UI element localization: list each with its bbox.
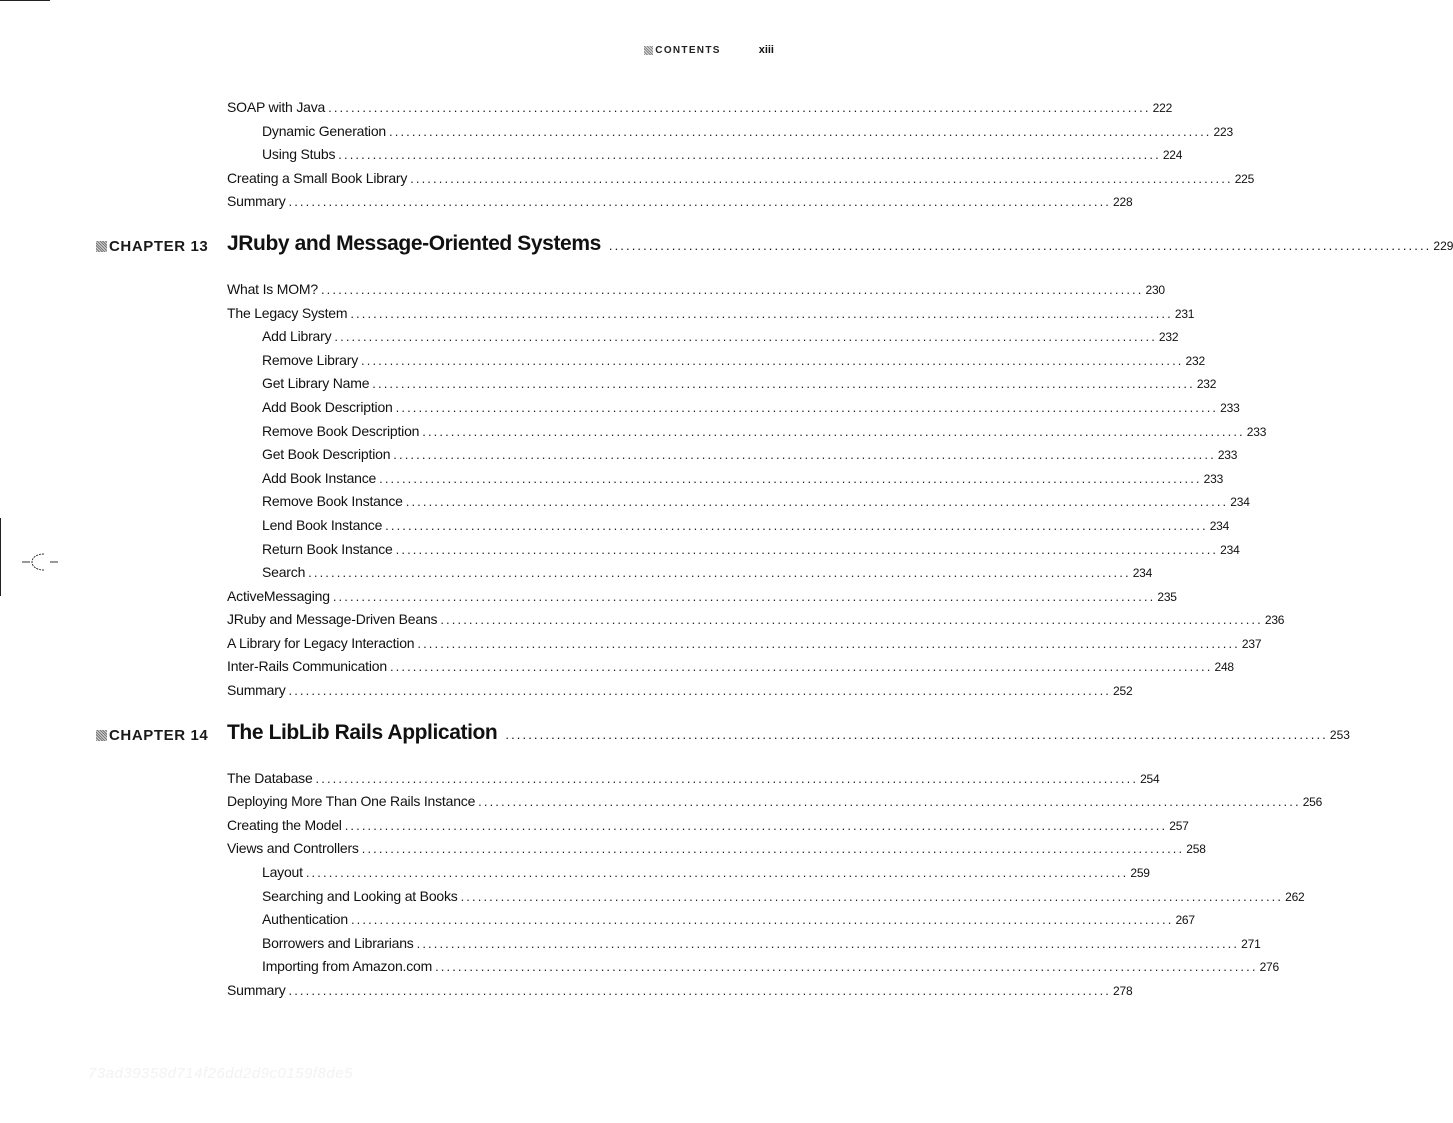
toc-entry-title: A Library for Legacy Interaction [227, 634, 415, 651]
toc-entry-title: JRuby and Message-Driven Beans [227, 611, 438, 628]
toc-entry-title: Creating a Small Book Library [227, 169, 408, 186]
toc-subentry[interactable] [262, 861, 1150, 885]
dot-leader: ................................................................................................................................................ [395, 541, 1219, 557]
crop-mark-top [0, 0, 50, 2]
toc-entry[interactable] [227, 655, 1234, 679]
toc-entry-page: 233 [1220, 400, 1240, 415]
toc-entry-page: 232 [1185, 353, 1205, 368]
toc-entry-title: Authentication [262, 911, 348, 928]
toc-subentry[interactable] [262, 514, 1230, 538]
dot-leader: ................................................................................................................................................ [417, 635, 1240, 651]
toc-entry-title: The Legacy System [227, 304, 348, 321]
dot-leader: ................................................................................................................................................ [395, 399, 1219, 415]
dot-leader: ................................................................................................................................................ [315, 770, 1139, 786]
toc-entry-title: Add Library [262, 328, 332, 345]
toc-entry-page: 278 [1113, 984, 1133, 998]
toc-entry-page: 230 [1145, 282, 1165, 297]
dot-leader: ................................................................................................................................................ [505, 726, 1328, 742]
dot-leader: ................................................................................................................................................ [305, 865, 1129, 881]
toc-entry-title: What Is MOM? [227, 280, 318, 297]
dot-leader: ................................................................................................................................................ [405, 494, 1229, 510]
toc-subentry[interactable] [262, 143, 1183, 167]
chapter-marker-icon [96, 730, 107, 741]
toc-entry-page: 223 [1213, 124, 1233, 139]
toc-entry-title: Add Book Description [262, 398, 393, 415]
toc-entry[interactable] [227, 167, 1255, 191]
header-marker-icon [644, 46, 653, 55]
dot-leader: ................................................................................................................................................ [320, 281, 1144, 297]
toc-entry-page: 228 [1113, 195, 1133, 210]
toc-entry[interactable] [227, 585, 1177, 609]
toc-entry-page: 234 [1230, 495, 1250, 510]
dot-leader: ................................................................................................................................................ [435, 959, 1258, 975]
toc-entry-page: 236 [1264, 613, 1285, 628]
toc-entry[interactable] [227, 979, 1133, 1003]
dot-leader: ................................................................................................................................................ [379, 470, 1202, 486]
toc-entry-page: 254 [1140, 771, 1160, 786]
dot-leader: ................................................................................................................................................ [288, 194, 1112, 210]
toc-entry-title: Add Book Instance [262, 469, 377, 486]
toc-subentry[interactable] [262, 325, 1179, 349]
dot-leader: ................................................................................................................................................ [350, 912, 1174, 928]
toc-entry-page: 267 [1175, 913, 1195, 928]
toc-entry-title: Remove Book Description [262, 422, 420, 439]
toc-entry-page: 234 [1220, 542, 1240, 557]
dot-leader: ................................................................................................................................................ [608, 237, 1432, 253]
dot-leader: ................................................................................................................................................ [288, 683, 1112, 699]
toc-entry-title: Dynamic Generation [262, 122, 387, 139]
toc-subentry[interactable] [262, 538, 1240, 562]
toc-entry-page: 232 [1196, 377, 1217, 392]
toc-subentry[interactable] [262, 443, 1238, 467]
toc-entry-page: 222 [1152, 101, 1173, 115]
toc-entry-title: Remove Book Instance [262, 493, 403, 510]
toc-entry-page: 224 [1162, 148, 1183, 163]
toc-entry-title: Summary [227, 682, 286, 699]
toc-entry[interactable] [227, 608, 1285, 632]
toc-entry-title: Deploying More Than One Rails Instance [227, 793, 476, 810]
toc-entry[interactable] [227, 767, 1160, 791]
dot-leader: ................................................................................................................................................ [372, 376, 1195, 392]
dot-leader: ................................................................................................................................................ [460, 888, 1284, 904]
toc-entry-title: ActiveMessaging [227, 587, 330, 604]
toc-entry-page: 257 [1169, 818, 1189, 833]
toc-entry-title: Return Book Instance [262, 540, 393, 557]
toc-entry[interactable] [227, 632, 1262, 656]
toc-subentry[interactable] [262, 372, 1217, 396]
dot-leader: ................................................................................................................................................ [440, 612, 1263, 628]
chapter-label [96, 727, 208, 744]
running-header [644, 44, 774, 56]
toc-entry-title: Layout [262, 864, 303, 881]
toc-entry-page: 252 [1113, 684, 1133, 699]
dot-leader: ................................................................................................................................................ [288, 983, 1112, 998]
toc-entry-page: 271 [1241, 936, 1261, 951]
chapter-title-row[interactable] [227, 720, 1350, 755]
toc-subentry[interactable] [262, 885, 1305, 909]
toc-subentry[interactable] [262, 120, 1233, 144]
toc-entry-title: Inter-Rails Communication [227, 658, 387, 675]
chapter-title-row[interactable] [227, 231, 1453, 266]
toc-entry-title: The Database [227, 769, 313, 786]
toc-entry-page: 259 [1130, 866, 1150, 881]
toc-entry-page: 235 [1157, 589, 1177, 604]
toc-entry-page: 233 [1246, 424, 1267, 439]
toc-entry-title: Using Stubs [262, 146, 336, 163]
dot-leader: ................................................................................................................................................ [328, 100, 1151, 115]
toc-entry[interactable] [227, 96, 1173, 120]
toc-entry-page: 233 [1203, 471, 1224, 486]
toc-entry-page: 234 [1132, 566, 1153, 581]
toc-entry-page: 225 [1234, 171, 1255, 186]
dot-leader: ................................................................................................................................................ [334, 329, 1157, 345]
dot-leader: ................................................................................................................................................ [410, 170, 1233, 186]
toc-entry-title: Remove Library [262, 351, 359, 368]
dot-leader: ................................................................................................................................................ [361, 841, 1185, 857]
toc-entry-page: 237 [1241, 636, 1262, 651]
toc-subentry[interactable] [262, 955, 1279, 979]
toc-subentry[interactable] [262, 561, 1153, 585]
dot-leader: ................................................................................................................................................ [338, 147, 1161, 163]
chapter-title: JRuby and Message-Oriented Systems [227, 231, 601, 255]
toc-subentry[interactable] [262, 932, 1261, 956]
toc-entry[interactable] [227, 790, 1323, 814]
chapter-heading [0, 226, 1453, 276]
dot-leader: ................................................................................................................................................ [389, 659, 1213, 675]
toc-entry[interactable] [227, 278, 1165, 302]
dot-leader: ................................................................................................................................................ [385, 517, 1208, 533]
toc-subentry[interactable] [262, 467, 1224, 491]
toc-entry-title: Summary [227, 193, 286, 210]
toc-entry-title: Borrowers and Librarians [262, 934, 414, 951]
toc-entry-title: Get Book Description [262, 446, 391, 463]
toc-entry-title: SOAP with Java [227, 99, 326, 115]
toc-entry-title: Lend Book Instance [262, 516, 383, 533]
toc-entry[interactable] [227, 190, 1133, 214]
watermark-text: 73ad39358d714f26dd2d9c0159f8de5 [88, 1065, 353, 1082]
toc-entry-page: 232 [1158, 330, 1179, 345]
toc-entry-page: 231 [1174, 306, 1195, 321]
chapter-marker-icon [96, 241, 107, 252]
toc-entry-title: Searching and Looking at Books [262, 887, 458, 904]
toc-entry[interactable] [227, 302, 1195, 326]
toc-entry-page: 234 [1209, 518, 1230, 533]
toc-entry-title: Search [262, 564, 306, 581]
header-page-number: xiii [758, 44, 774, 56]
dot-leader: ................................................................................................................................................ [350, 305, 1173, 321]
toc-entry[interactable] [227, 814, 1189, 838]
toc-entry-page: 276 [1259, 960, 1279, 975]
toc-entry-title: Importing from Amazon.com [262, 958, 433, 975]
dot-leader: ................................................................................................................................................ [478, 794, 1301, 810]
toc-entry-page: 233 [1217, 448, 1238, 463]
table-of-contents [0, 96, 1453, 1003]
toc-entry-title: Creating the Model [227, 816, 342, 833]
chapter-heading [0, 715, 1350, 765]
chapter-label-text: CHAPTER 14 [109, 726, 209, 744]
toc-entry-page: 258 [1186, 842, 1206, 857]
chapter-title: The LibLib Rails Application [227, 720, 498, 744]
toc-entry-page: 256 [1302, 795, 1323, 810]
toc-subentry[interactable] [262, 490, 1250, 514]
dot-leader: ................................................................................................................................................ [393, 447, 1216, 463]
toc-entry-title: Get Library Name [262, 375, 370, 392]
dot-leader: ................................................................................................................................................ [308, 565, 1131, 581]
dot-leader: ................................................................................................................................................ [416, 935, 1240, 951]
toc-subentry[interactable] [262, 396, 1240, 420]
toc-entry[interactable] [227, 679, 1133, 703]
dot-leader: ................................................................................................................................................ [422, 423, 1245, 439]
toc-subentry[interactable] [262, 420, 1267, 444]
chapter-label-text: CHAPTER 13 [109, 237, 209, 255]
toc-entry-page: 262 [1285, 889, 1305, 904]
chapter-page-number: 253 [1329, 727, 1350, 742]
toc-subentry[interactable] [262, 908, 1195, 932]
dot-leader: ................................................................................................................................................ [332, 588, 1156, 604]
toc-entry[interactable] [227, 837, 1206, 861]
dot-leader: ................................................................................................................................................ [389, 123, 1212, 139]
chapter-page-number: 229 [1433, 238, 1453, 253]
dot-leader: ................................................................................................................................................ [361, 352, 1184, 368]
toc-entry-title: Views and Controllers [227, 840, 359, 857]
toc-subentry[interactable] [262, 349, 1205, 373]
chapter-label [96, 238, 208, 255]
toc-entry-title: Summary [227, 982, 286, 998]
header-section-label: CONTENTS [655, 44, 721, 56]
toc-entry-page: 248 [1214, 660, 1234, 675]
dot-leader: ................................................................................................................................................ [344, 817, 1168, 833]
